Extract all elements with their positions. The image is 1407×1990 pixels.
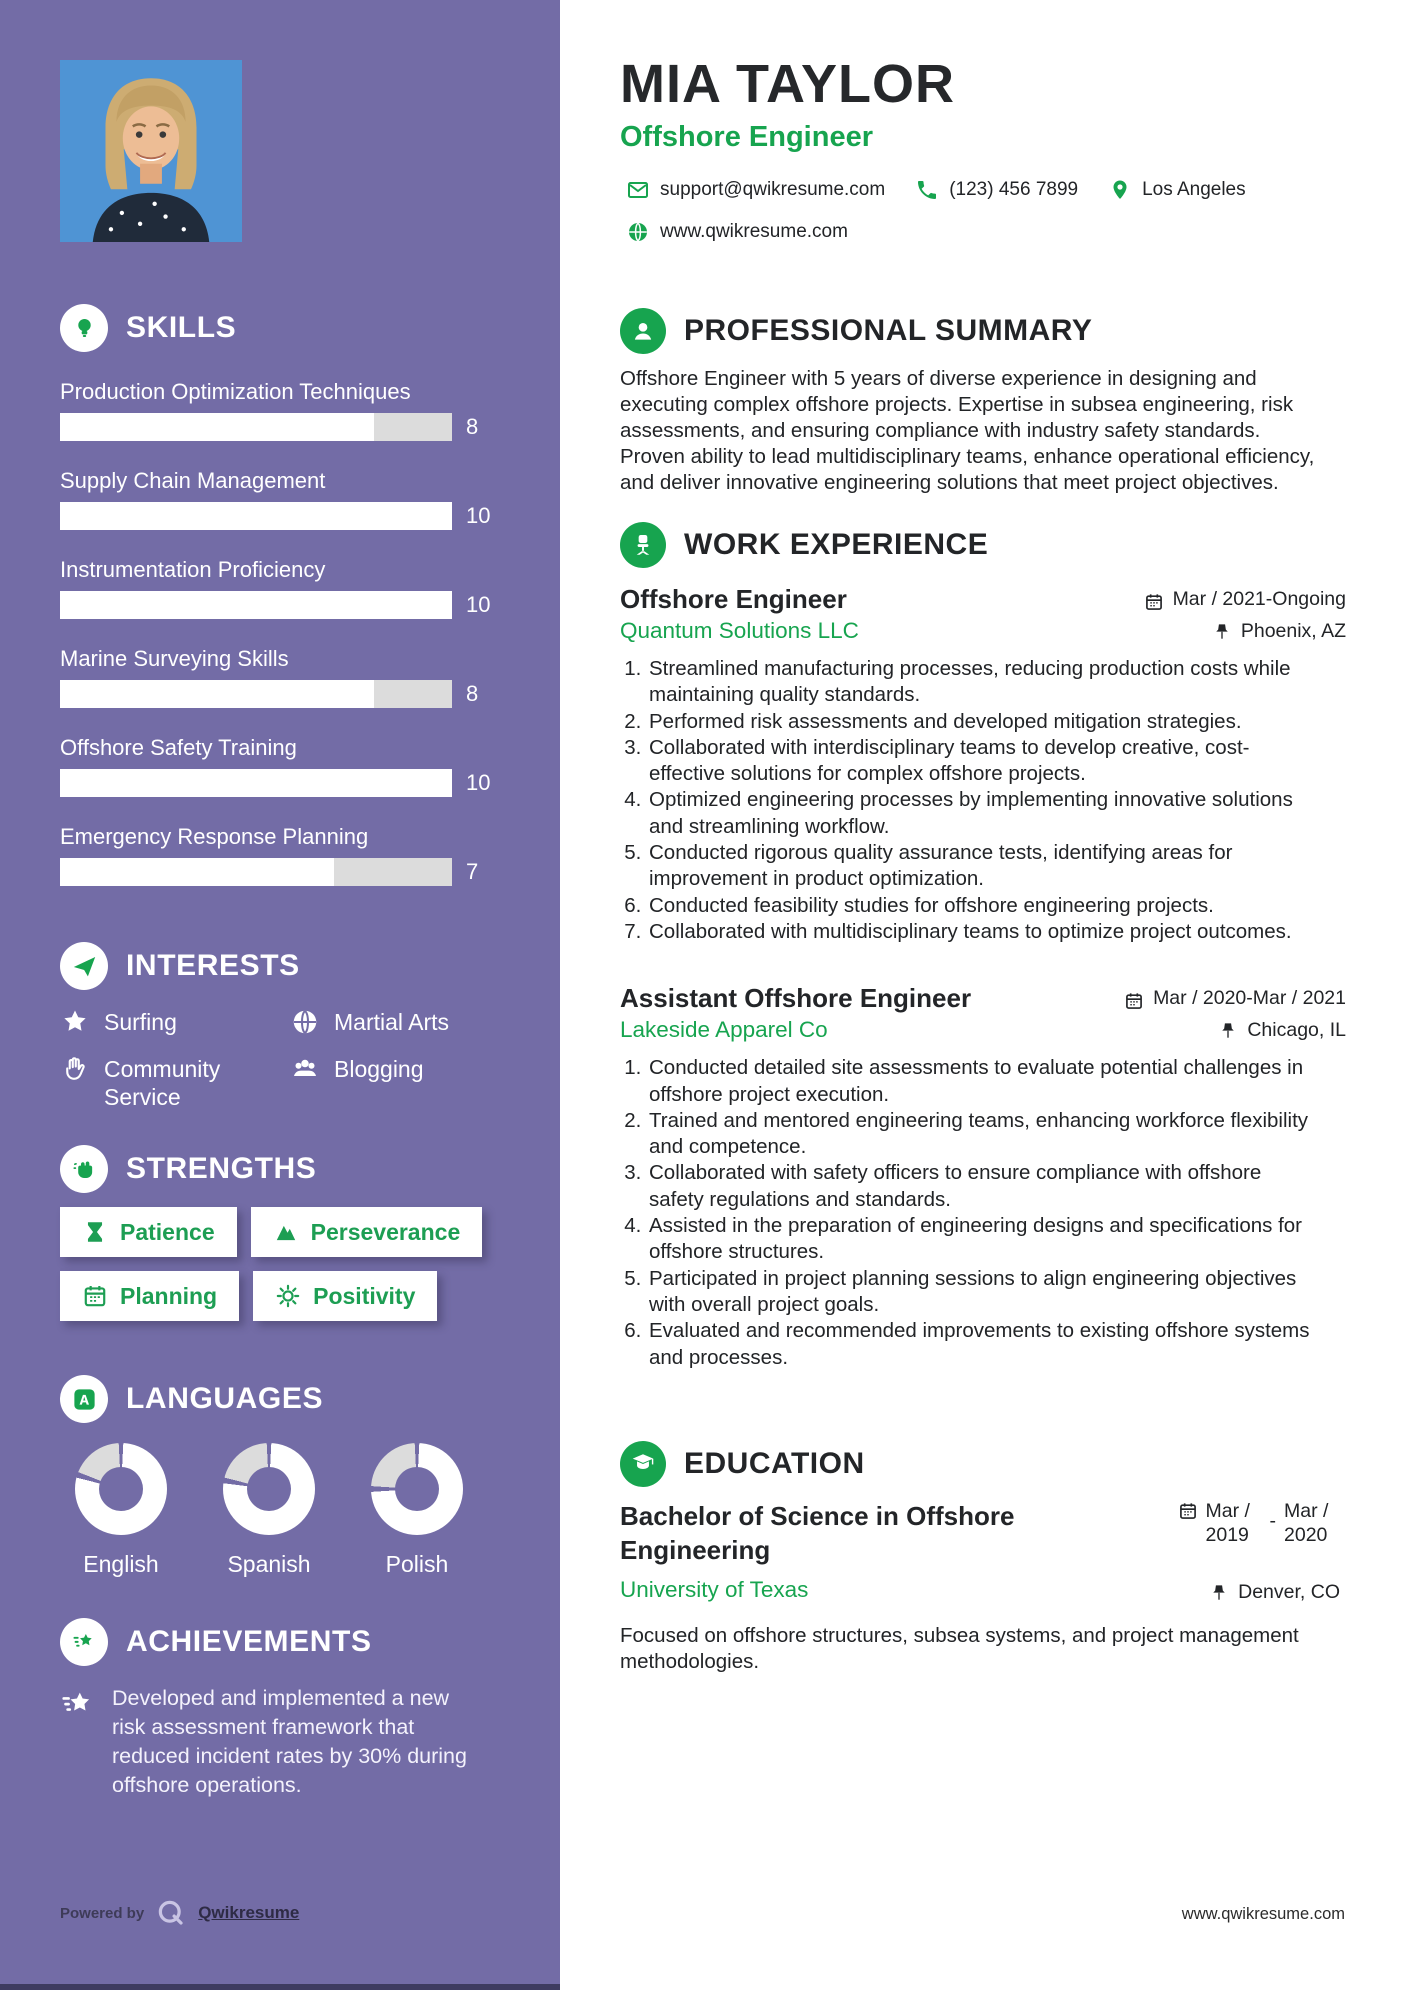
qwikresume-link[interactable]: Qwikresume [198,1903,300,1922]
job-bullet-list [620,1055,1320,1371]
skill-bar [60,858,452,886]
office-chair-icon [620,522,666,568]
job-bullet: 2. Trained and mentored engineering teams, enhancing workforce flexibility and competence. [647,1108,1320,1161]
main-content [620,0,1346,1675]
skill-item [60,735,502,797]
mail-icon [626,178,650,202]
skill-label: Marine Surveying Skills [60,646,289,671]
sun-icon [275,1283,301,1309]
strength-badge [251,1207,483,1257]
strength-badge [60,1207,237,1257]
language-donut-chart [223,1443,315,1535]
language-donut-chart [371,1443,463,1535]
job-company: Quantum Solutions LLC [620,618,859,643]
skill-item [60,824,502,886]
experience-section-header [620,522,1346,568]
strength-label: Patience [120,1218,215,1245]
strengths-title: STRENGTHS [126,1152,317,1185]
users-icon [290,1054,320,1084]
strength-label: Positivity [313,1282,416,1309]
pushpin-icon [1209,1582,1229,1602]
education-institution: University of Texas [620,1576,809,1602]
language-label: Spanish [227,1551,311,1577]
education-section-header [620,1441,1346,1487]
language-item [371,1443,463,1578]
hourglass-icon [82,1219,108,1245]
email-text: support@qwikresume.com [660,179,886,200]
strengths-section [60,1145,502,1321]
job-company: Lakeside Apparel Co [620,1017,828,1043]
interest-item [290,1008,502,1037]
job-role: Offshore Engineer [620,584,847,614]
skill-bar [60,502,452,530]
contact-row [620,220,1346,244]
job-bullet: 1. Streamlined manufacturing processes, reducing production costs while maintaining quality standards. [647,656,1320,709]
job-entry [620,582,1346,945]
languages-section [60,1375,502,1578]
interest-label: Surfing [104,1009,177,1035]
job-bullet: 7. Collaborated with multidisciplinary teams to optimize project outcomes. [647,919,1320,945]
calendar-icon [1178,1501,1198,1521]
calendar-icon [1144,589,1164,609]
skill-value: 10 [466,503,491,528]
skill-bar [60,413,452,441]
job-bullet: 4. Optimized engineering processes by implementing innovative solutions and streamlining workflow. [647,787,1320,840]
mountain-icon [273,1219,299,1245]
education-date-separator: - [1269,1509,1276,1532]
calendar-icon [1124,988,1144,1008]
job-bullet: 5. Participated in project planning sessions to align engineering objectives with overall project goals. [647,1266,1320,1319]
calendar-icon [82,1283,108,1309]
skill-item [60,468,502,530]
graduate-icon [620,1441,666,1487]
shooting-star-icon [60,1618,108,1666]
interest-item [290,1055,502,1111]
job-bullet: 1. Conducted detailed site assessments to evaluate potential challenges in offshore project execution. [647,1055,1320,1108]
job-dates [1144,582,1346,616]
language-label: English [83,1551,159,1577]
map-pin-icon [1108,178,1132,202]
powered-by-label: Powered by [60,1904,145,1922]
location-text: Los Angeles [1142,179,1246,200]
job-bullet-list [620,656,1320,945]
job-bullet: 5. Conducted rigorous quality assurance tests, identifying areas for improvement in product optimization. [647,840,1320,893]
footer-website-url[interactable]: www.qwikresume.com [1181,1905,1345,1923]
strength-badge [60,1271,239,1321]
strength-badge [253,1271,437,1321]
profile-photo [60,60,242,242]
strength-label: Planning [120,1282,218,1309]
interests-section [60,942,502,1111]
interest-item [60,1008,290,1037]
job-location-text: Phoenix, AZ [1240,620,1346,642]
achievement-text: Developed and implemented a new risk assessment framework that reduced incident rates by 30% during offshore operations. [112,1686,467,1797]
job-bullet: 2. Performed risk assessments and developed mitigation strategies. [647,709,1320,735]
skill-item [60,379,502,441]
interest-label: Community Service [104,1056,221,1110]
language-item [223,1443,315,1578]
job-entry [620,981,1346,1371]
achievements-title: ACHIEVEMENTS [126,1625,372,1658]
skill-value: 8 [466,681,479,706]
sidebar-footer [60,1898,299,1928]
lightbulb-icon [60,304,108,352]
achievement-item [60,1684,502,1800]
skill-item [60,557,502,619]
skill-item [60,646,502,708]
education-date-start: Mar / 2019 [1205,1499,1250,1546]
education-description: Focused on offshore structures, subsea systems, and project management methodologies. [620,1623,1299,1673]
skill-label: Production Optimization Techniques [60,379,411,404]
skill-bar [60,680,452,708]
skill-bar [60,591,452,619]
user-icon [620,308,666,354]
phone-item [909,178,1078,202]
education-location-text: Denver, CO [1238,1580,1340,1603]
education-title: EDUCATION [684,1446,865,1480]
job-bullet: 3. Collaborated with interdisciplinary teams to develop creative, cost-effective solutions for complex offshore projects. [647,735,1320,788]
experience-title: WORK EXPERIENCE [684,528,989,561]
job-bullet: 6. Conducted feasibility studies for offshore engineering projects. [647,893,1320,919]
website-text: www.qwikresume.com [660,221,848,242]
phone-text: (123) 456 7899 [949,179,1079,200]
interests-title: INTERESTS [126,949,300,982]
globe-icon [290,1007,320,1037]
globe-icon [626,220,650,244]
skill-value: 10 [466,592,491,617]
summary-title: PROFESSIONAL SUMMARY [684,314,1093,347]
hand-icon [60,1054,90,1084]
achievements-section [60,1618,502,1800]
website-item[interactable] [620,220,848,244]
job-dates [1124,981,1346,1015]
summary-text: Offshore Engineer with 5 years of diverse experience in designing and executing complex offshore projects. Expertise in subsea engineering, risk assessments, and ensuring compliance with industry safety standards. Proven ability to lead multidisciplinary teams, enhance operational efficiency, and deliver innovative engineering solutions that meet project objectives. [620,367,1315,494]
job-location-text: Chicago, IL [1247,1019,1346,1042]
sidebar [0,0,560,1984]
paper-plane-icon [60,942,108,990]
language-item [75,1443,167,1578]
strength-label: Perseverance [310,1218,461,1245]
language-donut-chart [75,1443,167,1535]
contact-row [620,178,1346,202]
skills-title: SKILLS [126,311,237,344]
summary-section-header [620,308,1346,354]
job-dates-text: Mar / 2021-Ongoing [1172,588,1346,610]
job-bullet: 3. Collaborated with safety officers to ensure compliance with offshore safety regulations and standards. [647,1160,1320,1213]
education-entry [620,1499,1346,1607]
translate-icon [60,1375,108,1423]
email-item [620,178,885,202]
candidate-name: MIA TAYLOR [620,54,956,114]
job-location [1218,1015,1346,1045]
education-location [1209,1577,1340,1607]
skill-value: 10 [466,770,491,795]
fist-icon [60,1145,108,1193]
interest-item [60,1055,290,1111]
education-degree: Bachelor of Science in Offshore Engineering [620,1500,1015,1565]
skill-label: Instrumentation Proficiency [60,557,326,582]
pushpin-icon [1212,621,1232,641]
job-location [1212,616,1346,646]
phone-icon [915,178,939,202]
pushpin-icon [1218,1020,1238,1040]
skills-section [60,304,502,886]
star-icon [60,1007,90,1037]
shooting-star-icon [60,1686,96,1722]
language-label: Polish [385,1551,449,1577]
job-bullet: 6. Evaluated and recommended improvements to existing offshore systems and processes. [647,1318,1320,1371]
skill-value: 7 [466,859,479,884]
job-dates-text: Mar / 2020-Mar / 2021 [1153,987,1346,1010]
skill-label: Supply Chain Management [60,468,326,493]
location-item [1102,178,1246,202]
education-date-end: Mar / 2020 [1284,1499,1329,1546]
languages-title: LANGUAGES [126,1382,324,1415]
interest-label: Martial Arts [334,1009,450,1035]
education-dates [1178,1499,1341,1547]
bottom-strip [0,1984,560,1990]
candidate-title: Offshore Engineer [620,121,873,153]
interest-label: Blogging [334,1056,424,1082]
job-bullet: 4. Assisted in the preparation of engineering designs and specifications for offshore structures. [647,1213,1320,1266]
skill-label: Offshore Safety Training [60,735,297,760]
qwikresume-logo-icon [156,1898,186,1928]
skill-label: Emergency Response Planning [60,824,369,849]
job-role: Assistant Offshore Engineer [620,983,972,1014]
skill-bar [60,769,452,797]
skill-value: 8 [466,414,479,439]
